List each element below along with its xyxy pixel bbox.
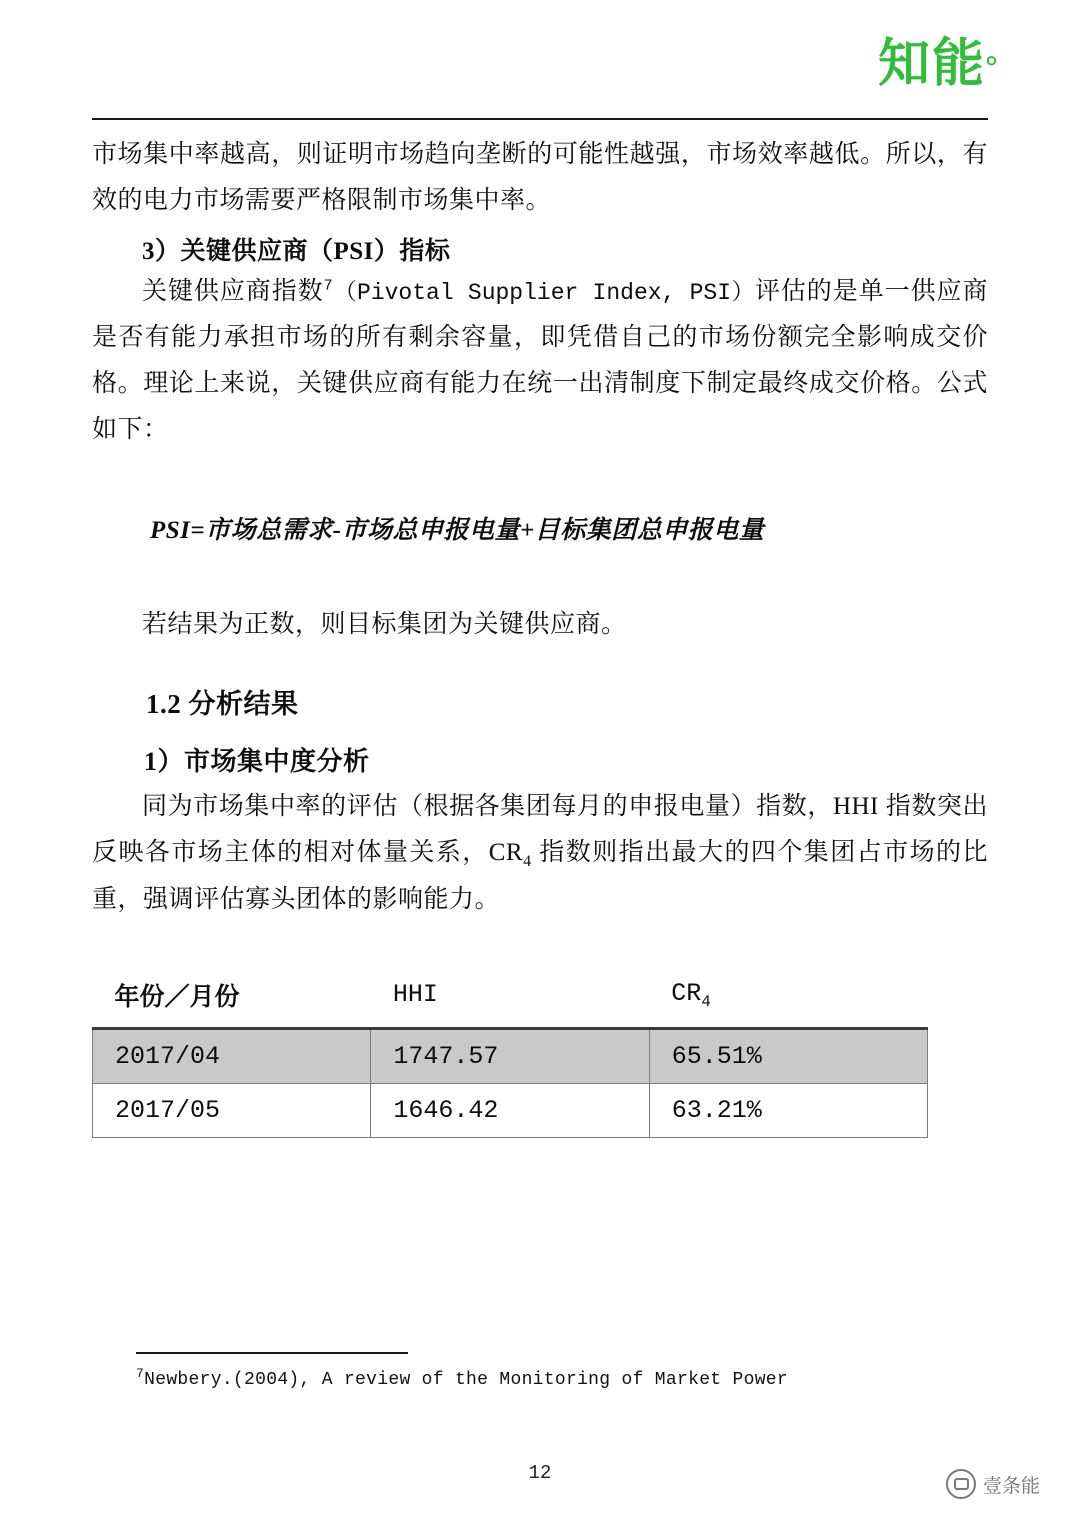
formula-psi: PSI=市场总需求-市场总申报电量+目标集团总申报电量 (150, 516, 765, 544)
heading-psi-indicator: 3）关键供应商（PSI）指标 (142, 237, 451, 265)
cell-hhi: 1747.57 (371, 1028, 649, 1083)
table-row (93, 1083, 928, 1137)
footnote-marker: 7 (323, 277, 334, 295)
cell-cr4: 65.51% (649, 1028, 927, 1083)
column-header-cr4 (649, 971, 927, 1029)
cell-cr4: 63.21% (649, 1083, 927, 1137)
psi-text-latin: （Pivotal Supplier Index, PSI） (333, 279, 755, 306)
page-number: 12 (528, 1462, 552, 1484)
brand-logo-text: 知能 (877, 34, 986, 94)
hhi-text-b: 指数则指出最大的四个集团占市场的比重，强调评估寡头团体的影响能力。 (92, 839, 988, 913)
column-header-period: 年份／月份 (93, 971, 371, 1029)
table-head (93, 971, 928, 1029)
paragraph-hhi-cr4 (92, 784, 988, 923)
cr-subscript: 4 (523, 853, 532, 870)
hhi-cr4-table (92, 971, 928, 1138)
brand-logo-dot: 。 (986, 35, 1018, 71)
document-body (92, 132, 988, 1138)
brand-logo (877, 34, 1018, 94)
paragraph-market-concentration: 市场集中率越高，则证明市场趋向垄断的可能性越强，市场效率越低。所以，有效的电力市场需要严格限制市场集中率。 (92, 141, 988, 215)
footnote-number: 7 (136, 1366, 145, 1381)
paragraph-psi-result: 若结果为正数，则目标集团为关键供应商。 (142, 610, 627, 638)
psi-text-a: 关键供应商指数 (142, 277, 324, 305)
footnote (136, 1366, 788, 1390)
column-header-cr4-text: CR (671, 978, 702, 1008)
paragraph-psi-definition (92, 269, 988, 454)
footnote-divider (136, 1352, 408, 1354)
column-header-hhi: HHI (371, 971, 649, 1029)
cell-period: 2017/05 (93, 1083, 371, 1137)
psi-text-c: 评估的是单一供应商是否有能力承担市场的所有剩余容量，即凭借自己的市场份额完全影响成交价格。理论上来说，关键供应商有能力在统一出清制度下制定最终成交价格。公式如下： (92, 277, 988, 444)
column-header-cr4-subscript: 4 (701, 992, 711, 1011)
cell-hhi: 1646.42 (371, 1083, 649, 1137)
table-header-row (93, 971, 928, 1029)
table-row (93, 1028, 928, 1083)
table-body (93, 1028, 928, 1137)
wechat-icon (946, 1469, 976, 1499)
cell-period: 2017/04 (93, 1028, 371, 1083)
heading-analysis-results: 1.2 分析结果 (146, 688, 299, 719)
watermark-label: 壹条能 (982, 1474, 1040, 1497)
heading-market-concentration-analysis: 1）市场集中度分析 (144, 746, 370, 776)
footnote-text: Newbery.(2004), A review of the Monitoring of Market Power (144, 1370, 789, 1390)
watermark-badge (946, 1469, 1040, 1499)
header-divider (92, 118, 988, 120)
hhi-text-a: 同为市场集中率的评估（根据各集团每月的申报电量）指数，HHI 指数突出反映各市场主体的相对体量关系，CR (92, 792, 988, 866)
